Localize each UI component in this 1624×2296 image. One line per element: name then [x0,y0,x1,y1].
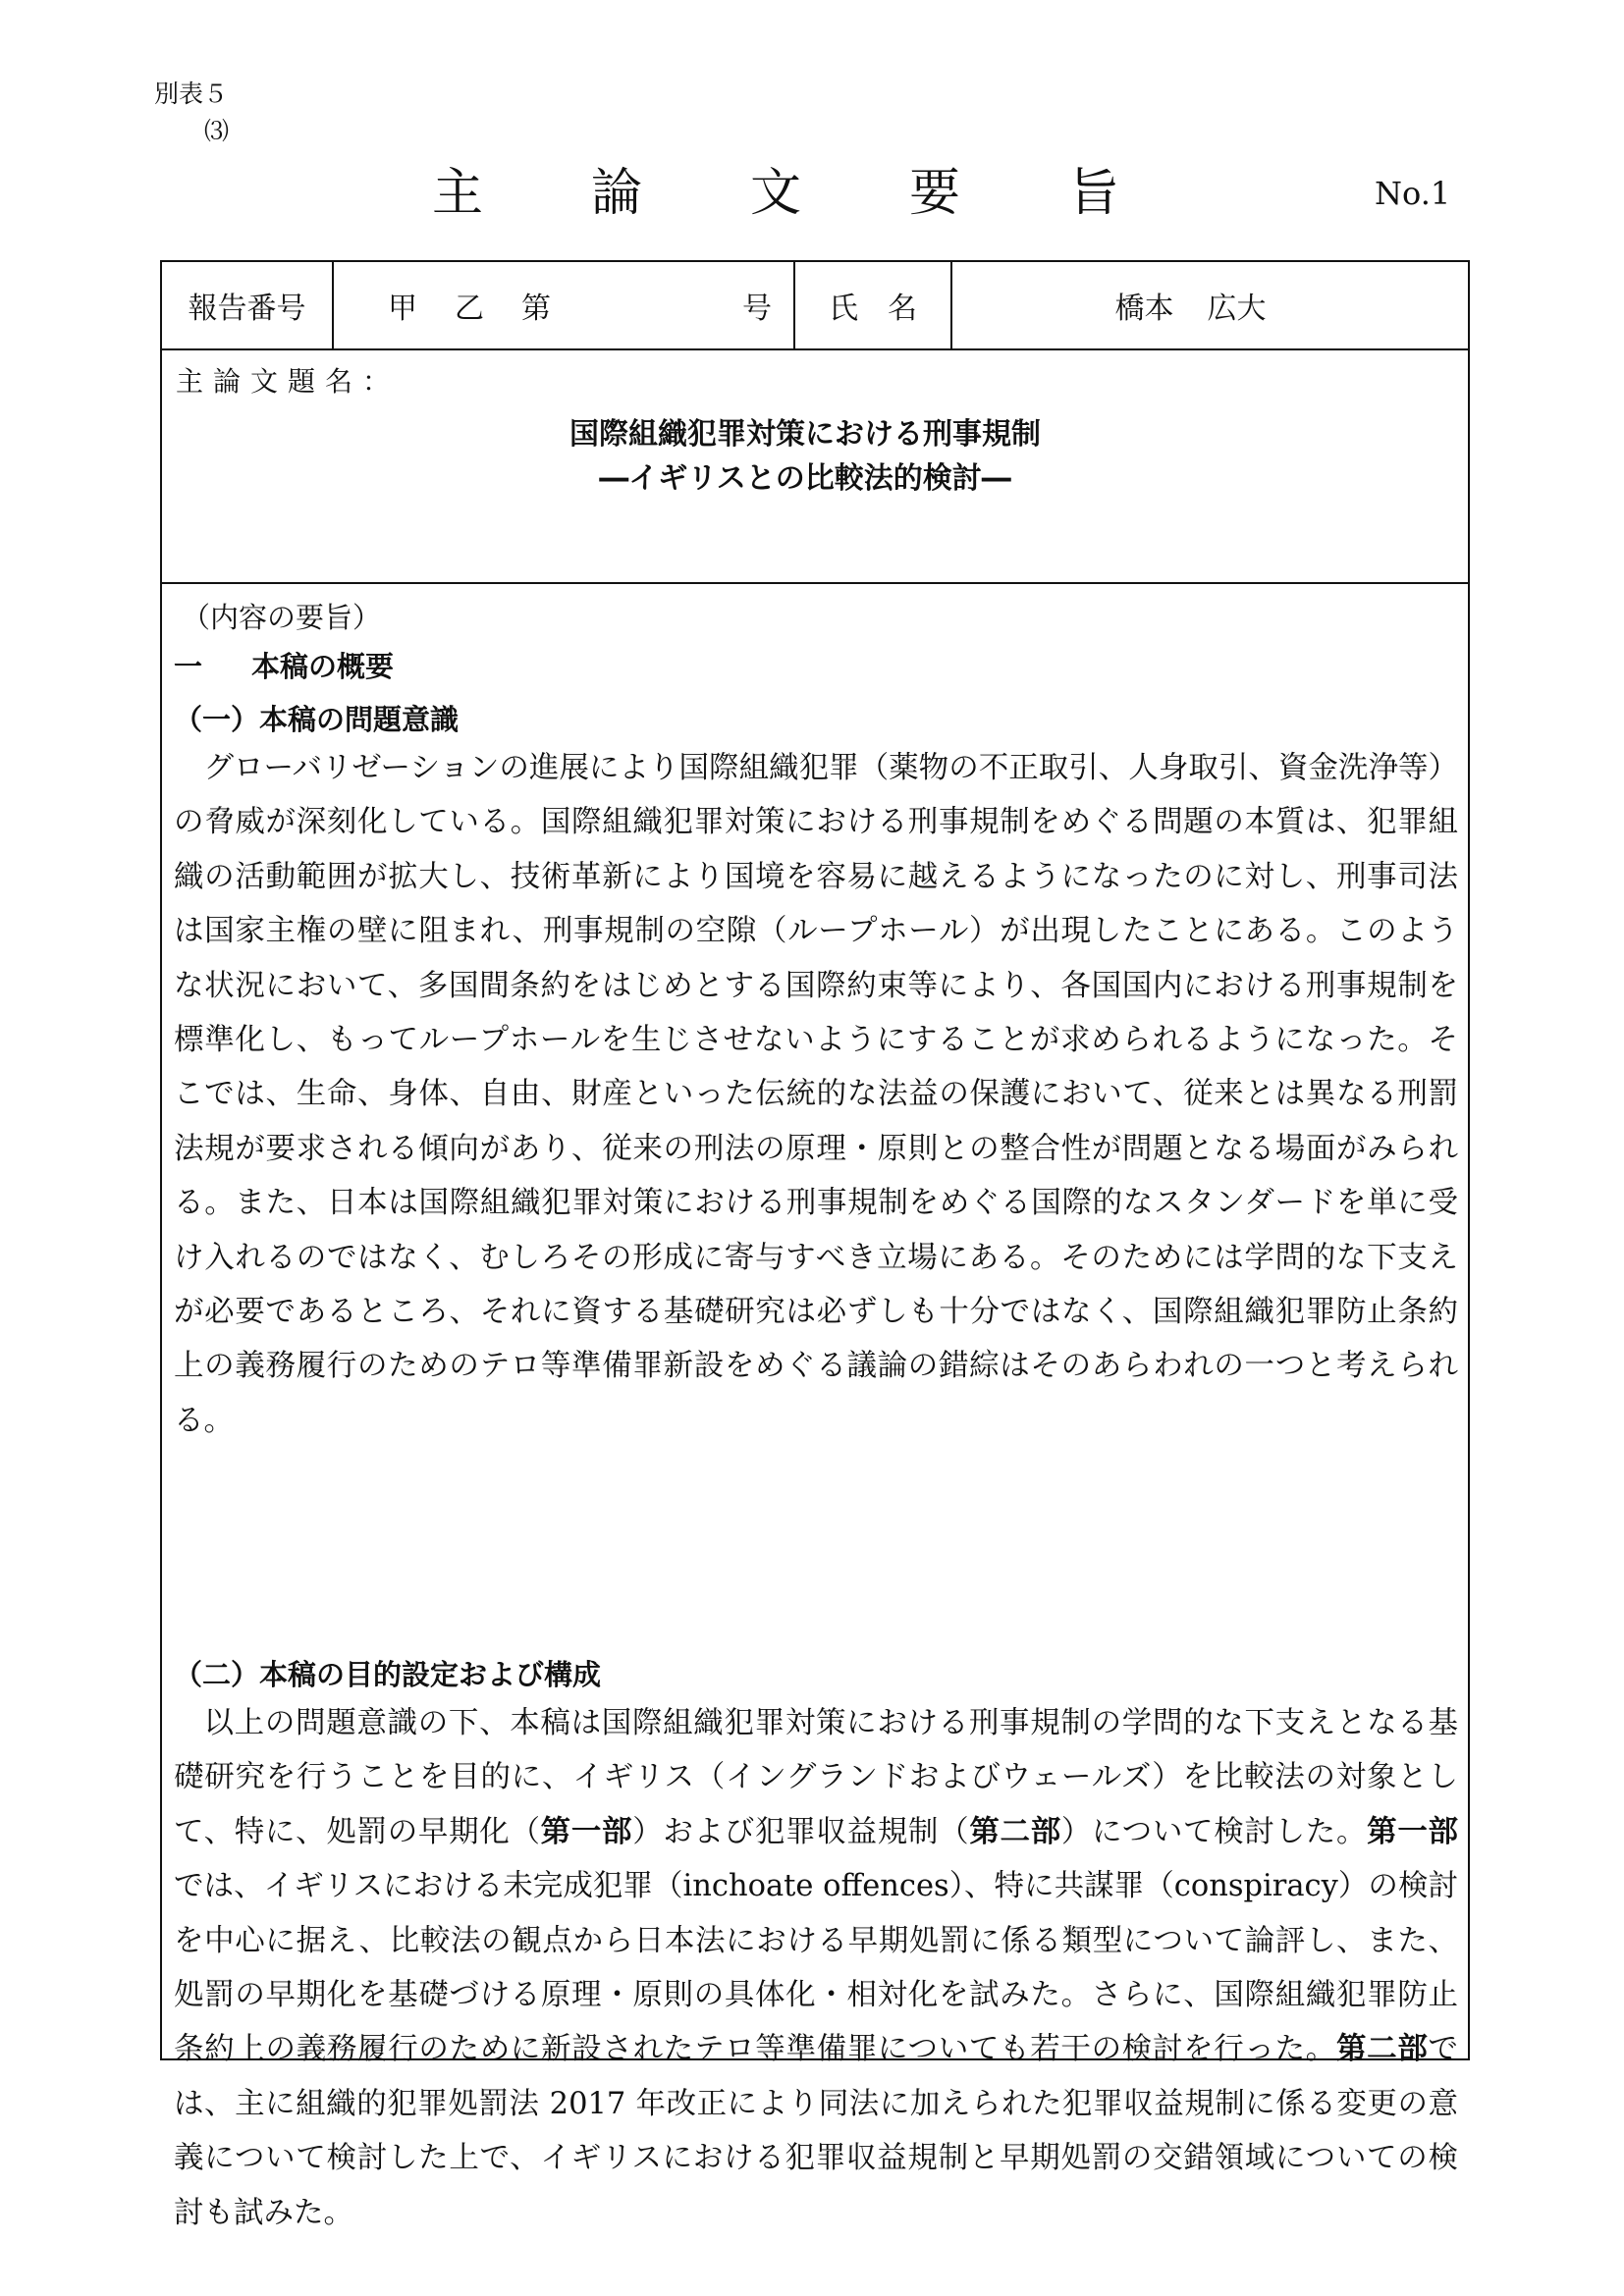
part-two-ref: 第二部 [969,1814,1061,1849]
page-title [432,153,1119,222]
summary-content [162,584,1468,2230]
thesis-title-row [162,350,1468,584]
thesis-title: 国際組織犯罪対策における刑事規制 [569,417,1041,452]
author-name [952,262,1468,348]
thesis-title-label: 主論文題名： [176,365,401,398]
subsection-heading-2: （二）本稿の目的設定および構成 [174,1658,602,1691]
summary-label: （内容の要旨） [182,601,382,634]
page-number: No.1 [1375,175,1451,212]
section-title: 本稿の概要 [251,650,395,683]
author-given-name: 広大 [1207,292,1267,326]
author-family-name: 橋本 [1114,292,1174,326]
paragraph-text: ）および犯罪収益規制（ [632,1814,970,1849]
subsection-heading-1: （一）本稿の問題意識 [174,703,460,736]
title-char: 要 [908,163,960,223]
attachment-label: 別表５ [154,80,229,108]
part-one-ref: 第一部 [1367,1814,1459,1849]
paragraph-text: ）について検討した。 [1060,1814,1368,1849]
report-number-prefix-char: 乙 [455,292,484,326]
part-two-ref: 第二部 [1335,2032,1429,2067]
summary-form [160,260,1470,2230]
title-char: 主 [432,163,484,223]
section-heading [174,645,394,685]
report-number-prefix-char: 甲 [388,292,417,326]
title-char: 論 [590,163,642,223]
form-header-row [162,262,1468,350]
paragraph-text: では、主に組織的犯罪処罰法 2017 年改正により同法に加えられた犯罪収益規制に係る変更の意義について検討した上で、イギリスにおける犯罪収益規制と早期処罰の交錯領域についての検討も試みた。 [174,2032,1459,2230]
title-char: 文 [749,163,801,223]
paragraph-text: では、イギリスにおける未完成犯罪（inchoate offences）、特に共謀罪（conspiracy）の検討を中心に据え、比較法の観点から日本法における早期処罰に係る類型について論評し、また、処罰の早期化を基礎づける原理・原則の具体化・相対化を試みた。さらに、国際組織犯罪防止条約上の義務履行のために新設されたテロ等準備罪についても若干の検討を行った。 [174,1869,1458,2067]
report-number-field [334,262,795,348]
paragraph-2 [174,1696,1458,2240]
name-label-char: 氏 [829,292,858,326]
name-label-char: 名 [888,292,917,326]
title-char: 旨 [1067,163,1119,223]
report-number-label: 報告番号 [162,262,334,348]
section-number: 一 [174,650,203,683]
report-number-prefix-char: 第 [521,292,551,326]
paragraph-text: 以上の問題意識の下、本稿は国際組織犯罪対策における刑事規制の学問的な下支えとなる基礎研究を行うことを目的に、イギリス（イングランドおよびウェールズ）を比較法の対象として、特に、処罰の早期化（ [174,1706,1458,1849]
paragraph-1: グローバリゼーションの進展により国際組織犯罪（薬物の不正取引、人身取引、資金洗浄等）の脅威が深刻化している。国際組織犯罪対策における刑事規制をめぐる問題の本質は、犯罪組織の活動範囲が拡大し、技術革新により国境を容易に越えるようになったのに対し、刑事司法は国家主権の壁に阻まれ、刑事規制の空隙（ループホール）が出現したことにある。このような状況において、多国間条約をはじめとする国際約束等により、各国国内における刑事規制を標準化し、もってループホールを生じさせないようにすることが求められるようになった。そこでは、生命、身体、自由、財産といった伝統的な法益の保護において、従来とは異なる刑罰法規が要求される傾向があり、従来の刑法の原理・原則との整合性が問題となる場面がみられる。また、日本は国際組織犯罪対策における刑事規制をめぐる国際的なスタンダードを単に受け入れるのではなく、むしろその形成に寄与すべき立場にある。そのためには学問的な下支えが必要であるところ、それに資する基礎研究は必ずしも十分ではなく、国際組織犯罪防止条約上の義務履行のためのテロ等準備罪新設をめぐる議論の錯綜はそのあらわれの一つと考えられる。 [174,751,1458,1438]
report-number-suffix: 号 [742,292,772,326]
name-label [795,262,952,348]
attachment-number: ⑶ [204,117,230,145]
part-one-ref: 第一部 [540,1814,633,1849]
thesis-subtitle: ―イギリスとの比較法的検討― [599,461,1011,496]
